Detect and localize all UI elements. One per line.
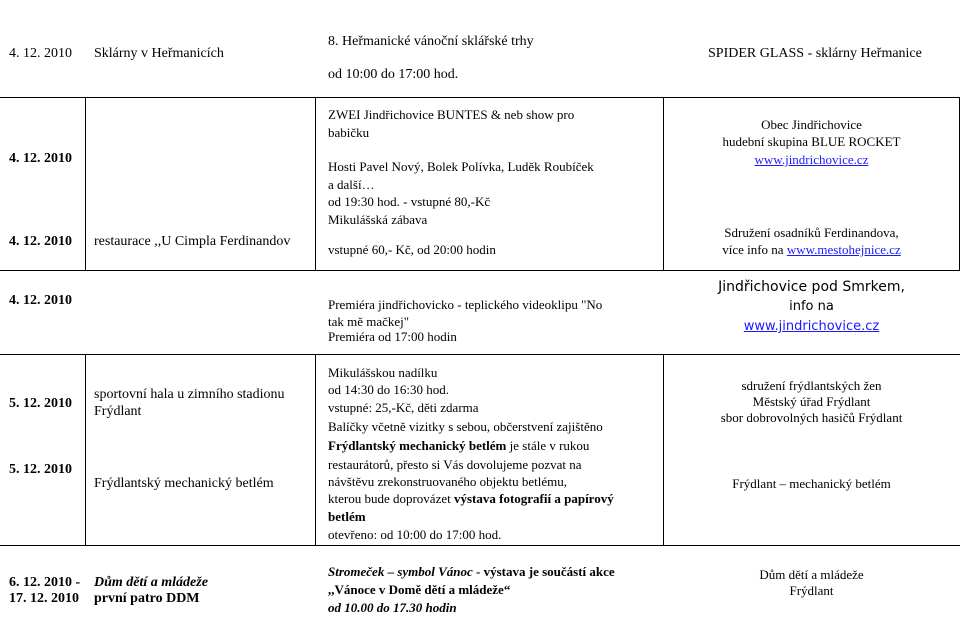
event-place: Frýdlant [94,404,142,419]
event-text: - výstava je součástí akce [472,564,615,579]
organizer-link-text[interactable]: www.mestohejnice.cz [786,242,901,257]
event-text: kterou bude doprovázet [328,491,454,506]
event-organizer: Jindřichovice pod Smrkem, [718,279,905,295]
event-organizer: Sdružení osadníků Ferdinandova, [724,225,899,240]
event-organizer: Městský úřad Frýdlant [752,394,871,409]
event-text: návštěvu zrekonstruovaného objektu betlému, [328,474,567,489]
organizer-link-text[interactable]: www.jindrichovice.cz [743,319,880,334]
event-place: sportovní hala u zimního stadionu [94,387,285,402]
event-place: Dům dětí a mládeže [94,575,208,590]
event-highlight: výstava fotografií a papírový [453,491,614,506]
event-date: 4. 12. 2010 [9,46,72,61]
event-guests: a další… [328,177,375,192]
row-divider [0,354,960,355]
event-organizer: hudební skupina BLUE ROCKET [722,134,901,149]
event-time: otevřeno: od 10:00 do 17:00 hod. [328,527,502,542]
organizer-link[interactable] [664,318,959,335]
event-date: 17. 12. 2010 [9,591,79,606]
row-divider [0,545,960,546]
event-title: tak mě mačkej" [328,314,410,329]
organizer-link[interactable] [664,151,959,169]
event-time: od 10:00 do 17:00 hod. [328,67,459,82]
event-highlight: betlém [328,509,366,524]
event-place: Sklárny v Heřmanicích [94,46,224,61]
info-prefix: více info na [722,242,787,257]
column-divider [85,97,86,270]
event-date: 5. 12. 2010 [9,462,72,477]
event-time: od 14:30 do 16:30 hod. [328,382,449,397]
event-organizer: sbor dobrovolných hasičů Frýdlant [720,410,903,425]
event-organizer: Frýdlant – mechanický betlém [732,476,891,491]
organizer-link-text[interactable]: www.jindrichovice.cz [754,152,869,167]
event-date: 5. 12. 2010 [9,396,72,411]
event-date: 4. 12. 2010 [9,293,72,308]
event-subtitle: ,,Vánoce v Domě dětí a mládeže“ [328,582,511,597]
event-organizer: sdružení frýdlantských žen [741,378,882,393]
event-fee: vstupné: 25,-Kč, děti zdarma [328,400,479,415]
row-divider [0,270,960,271]
event-time: vstupné 60,- Kč, od 20:00 hodin [328,242,496,257]
event-organizer: SPIDER GLASS - sklárny Heřmanice [708,46,922,61]
event-time: Premiéra od 17:00 hodin [328,329,457,344]
event-text: restaurátorů, přesto si Vás dovolujeme pozvat na [328,457,582,472]
event-organizer: Dům dětí a mládeže [759,567,864,582]
event-text: je stále v rukou [506,438,590,453]
event-note: Balíčky včetně vizitky s sebou, občerstvení zajištěno [328,419,603,434]
event-description [328,437,589,455]
event-title: ZWEI Jindřichovice BUNTES & neb show pro [328,107,575,122]
event-description [328,490,614,508]
event-guests: Hosti Pavel Nový, Bolek Polívka, Luděk Roubíček [328,159,594,174]
event-organizer: info na [789,299,834,314]
event-organizer-info [664,241,959,259]
event-organizer: Obec Jindřichovice [761,117,862,132]
column-divider [315,97,316,270]
event-time: od 19:30 hod. - vstupné 80,-Kč [328,194,491,209]
event-title: Premiéra jindřichovicko - teplického videoklipu "No [328,297,603,312]
event-date: 4. 12. 2010 [9,234,72,249]
event-title: Frýdlantský mechanický betlém [328,438,507,453]
event-title: babičku [328,125,370,140]
event-place: restaurace ,,U Cimpla Ferdinandov [94,234,291,249]
event-place: první patro DDM [94,591,200,606]
event-organizer: Frýdlant [789,583,834,598]
event-title: 8. Heřmanické vánoční sklářské trhy [328,34,534,49]
row-divider [0,97,960,98]
event-title: Mikulášskou nadílku [328,365,438,380]
event-date: 4. 12. 2010 [9,151,72,166]
event-description [328,563,615,581]
event-place: Frýdlantský mechanický betlém [94,476,274,491]
event-title: Stromeček – symbol Vánoc [328,564,473,579]
event-date: 6. 12. 2010 - [9,575,81,590]
column-divider [315,354,316,545]
event-time: od 10.00 do 17.30 hodin [328,600,457,615]
column-divider [85,354,86,545]
event-title: Mikulášská zábava [328,212,428,227]
